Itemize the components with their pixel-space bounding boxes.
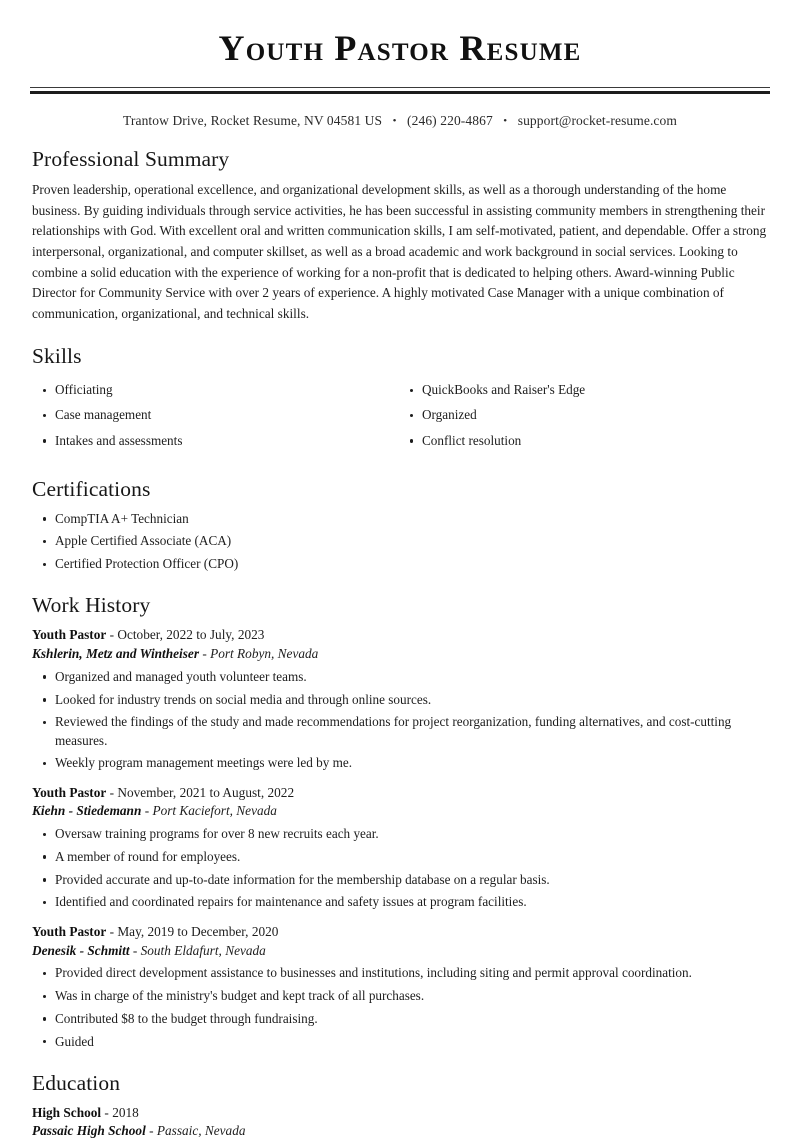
skills-list-right	[400, 381, 770, 450]
section-heading-skills: Skills	[32, 344, 82, 369]
list-item: Intakes and assessments	[30, 432, 400, 450]
education-school: Passaic High School	[32, 1123, 146, 1139]
contact-email[interactable]: support@rocket-resume.com	[517, 113, 677, 129]
list-item: Oversaw training programs for over 8 new recruits each year.	[30, 825, 770, 843]
skills-column-left	[30, 377, 400, 457]
contact-address: Trantow Drive, Rocket Resume, NV 04581 US	[123, 113, 383, 129]
job-company: Kshlerin, Metz and Wintheiser	[32, 646, 199, 662]
section-skills	[30, 344, 770, 456]
list-item: Officiating	[30, 381, 400, 399]
job-title-line	[32, 784, 770, 803]
list-item: Guided	[30, 1033, 770, 1051]
work-history-entry	[30, 626, 770, 772]
certifications-list	[30, 510, 770, 574]
job-bullets-list	[30, 964, 770, 1050]
job-title: Youth Pastor	[32, 627, 107, 643]
education-school-dash: -	[149, 1123, 154, 1139]
section-certifications	[30, 477, 770, 573]
job-bullets-list	[30, 825, 770, 911]
education-year: 2018	[112, 1104, 139, 1120]
list-item: Provided direct development assistance to businesses and institutions, including siting and permit approval coordination.	[30, 964, 770, 982]
job-dates: November, 2021 to August, 2022	[117, 784, 295, 800]
job-title: Youth Pastor	[32, 784, 107, 800]
list-item: QuickBooks and Raiser's Edge	[400, 381, 770, 399]
job-company: Kiehn - Stiedemann	[32, 803, 142, 819]
education-entry	[30, 1104, 770, 1141]
job-title-line	[32, 923, 770, 942]
contact-phone: (246) 220-4867	[407, 113, 493, 129]
job-dates: May, 2019 to December, 2020	[117, 923, 279, 939]
section-work-history	[30, 593, 770, 1050]
list-item: Organized	[400, 406, 770, 424]
list-item: Provided accurate and up-to-date information for the membership database on a regular basis.	[30, 871, 770, 889]
education-degree-line	[32, 1104, 770, 1123]
list-item: Case management	[30, 406, 400, 424]
job-title: Youth Pastor	[32, 923, 107, 939]
page-title: Youth Pastor Resume	[218, 28, 582, 68]
education-school-line	[32, 1122, 770, 1141]
section-heading-work-history: Work History	[32, 593, 151, 618]
job-bullets-list	[30, 668, 770, 773]
job-company: Denesik - Schmitt	[32, 942, 130, 958]
job-location: Port Kaciefort, Nevada	[152, 803, 277, 819]
list-item: CompTIA A+ Technician	[30, 510, 770, 528]
section-heading-certifications: Certifications	[32, 476, 151, 501]
list-item: Contributed $8 to the budget through fundraising.	[30, 1010, 770, 1028]
list-item: Conflict resolution	[400, 432, 770, 450]
section-education	[30, 1071, 770, 1141]
divider-thick-line	[30, 91, 770, 94]
skills-list-left	[30, 381, 400, 450]
list-item: Certified Protection Officer (CPO)	[30, 555, 770, 573]
job-dates: October, 2022 to July, 2023	[117, 627, 265, 643]
header-divider	[30, 87, 770, 94]
job-title-line	[32, 626, 770, 645]
list-item: Identified and coordinated repairs for maintenance and safety issues at program facilities.	[30, 893, 770, 911]
skills-columns	[30, 377, 770, 457]
contact-line	[30, 113, 770, 129]
education-degree: High School	[32, 1104, 102, 1120]
list-item: A member of round for employees.	[30, 848, 770, 866]
job-company-dash: -	[144, 803, 150, 819]
summary-paragraph: Proven leadership, operational excellence, and organizational development skills, as well as a thorough understanding of the home business. By guiding individuals through service activities, he has been successful in assisting community members in strengthening their relationships with God. With excellent oral and written communication skills, I am self-motivated, patient, and dependable. Offer a strong interpersonal, organizational, and computer skillset, as well as a broad academic and work background in social services. Looking to combine a solid education with the experience of working for a non-profit that is dedicated to helping others. Award-winning Public Director for Community Service with over 2 years of experience. A highly motivated Case Manager with a unique combination of communication, organizational, and technical skills.	[32, 182, 767, 321]
list-item: Looked for industry trends on social media and through online sources.	[30, 691, 770, 709]
section-heading-education: Education	[32, 1070, 121, 1095]
job-title-dash: -	[109, 627, 115, 643]
section-heading-summary: Professional Summary	[32, 147, 230, 172]
list-item: Organized and managed youth volunteer teams.	[30, 668, 770, 686]
job-title-dash: -	[109, 784, 115, 800]
job-company-line	[32, 942, 770, 961]
work-history-entry	[30, 923, 770, 1051]
list-item: Apple Certified Associate (ACA)	[30, 532, 770, 550]
education-location: Passaic, Nevada	[156, 1123, 246, 1139]
job-company-line	[32, 645, 770, 664]
job-location: South Eldafurt, Nevada	[140, 942, 266, 958]
education-degree-dash: -	[104, 1104, 109, 1120]
job-title-dash: -	[109, 923, 115, 939]
list-item: Weekly program management meetings were led by me.	[30, 754, 770, 772]
skills-column-right	[400, 377, 770, 457]
list-item: Was in charge of the ministry's budget and kept track of all purchases.	[30, 987, 770, 1005]
contact-separator-1: •	[392, 115, 397, 128]
job-company-dash: -	[202, 646, 207, 662]
job-company-dash: -	[132, 942, 138, 958]
job-company-line	[32, 802, 770, 821]
section-professional-summary	[30, 147, 770, 324]
list-item: Reviewed the findings of the study and made recommendations for project reorganization, funding alternatives, and cost-cutting measures.	[30, 713, 770, 749]
work-history-entry	[30, 784, 770, 912]
job-location: Port Robyn, Nevada	[210, 646, 319, 662]
contact-separator-2: •	[503, 115, 508, 128]
